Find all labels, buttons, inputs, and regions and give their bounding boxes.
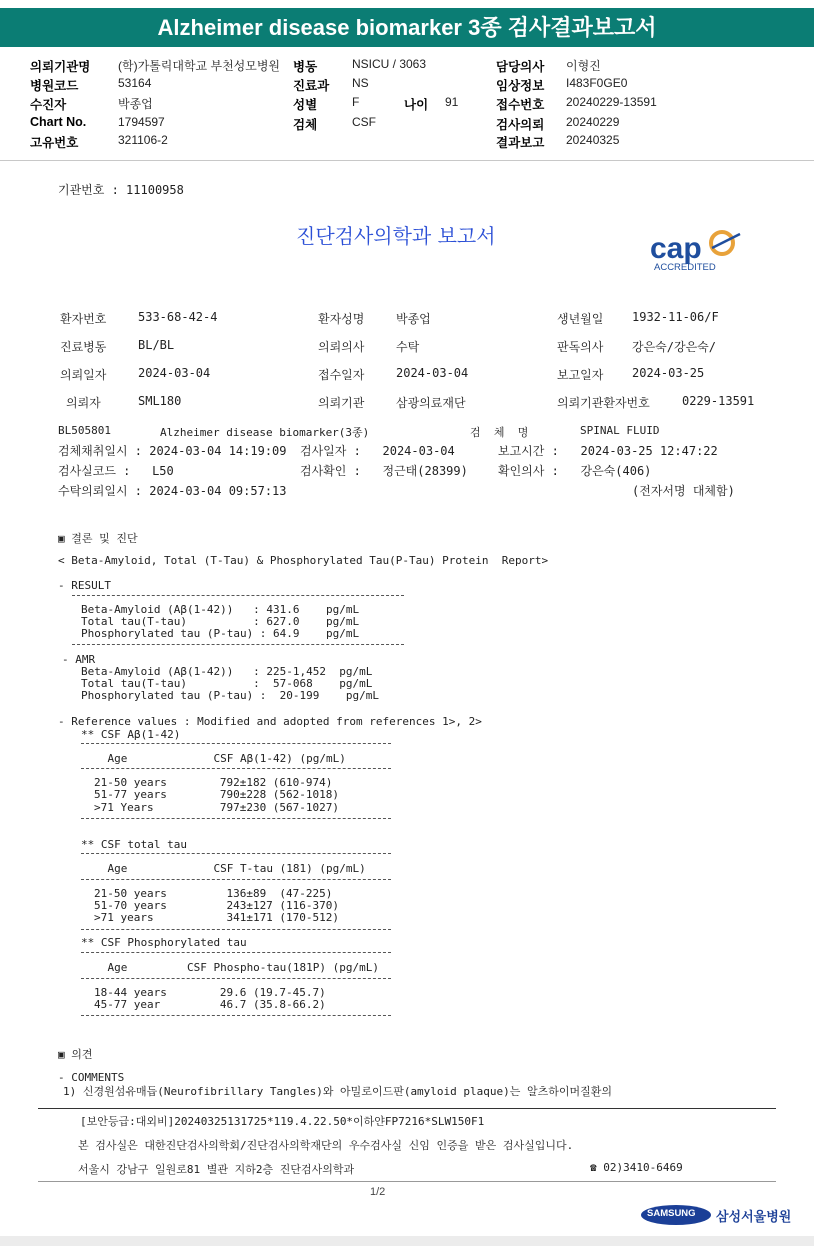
value-requester: SML180 [138,394,182,408]
value-department: NS [352,76,369,90]
label-patient-number: 환자번호 [60,312,107,326]
institution-number: 기관번호 : 11100958 [58,183,184,197]
comment-1: 1) 신경원섬유매듭(Neurofibrillary Tangles)와 아밀로이드판(amyloid plaque)는 알츠하이머질환의 [63,1085,613,1098]
amr-total-tau: Total tau(T-tau) : 57-068 pg/mL [81,677,373,690]
ref-abeta-title: ** CSF Aβ(1-42) [81,728,181,741]
ref-abeta-row: 21-50 years 792±182 (610-974) [94,776,333,789]
label-hospital-code: 병원코드 [30,79,79,93]
cap-logo-text: cap [650,232,702,265]
e-signature-note: (전자서명 대체함) [632,484,735,498]
report-time: 보고시간 : 2024-03-25 12:47:22 [498,444,718,458]
value-report-date: 2024-03-25 [632,366,705,380]
value-requesting-institution-2: 삼광의료재단 [396,396,466,410]
label-institution-patient-no: 의뢰기관환자번호 [557,396,650,410]
value-unique-no: 321106-2 [118,133,168,147]
ref-ptau-divider-3 [81,1015,391,1016]
ref-abeta-divider-3 [81,818,391,819]
label-chart-no: Chart No. [30,115,87,129]
label-attending-doctor: 담당의사 [496,60,545,74]
ref-ttau-row: 21-50 years 136±89 (47-225) [94,887,333,900]
value-receipt-date: 2024-03-04 [396,366,469,380]
ref-abeta-head: Age CSF Aβ(1-42) (pg/mL) [81,752,346,765]
value-requesting-institution: (학)가톨릭대학교 부천성모병원 [118,59,281,73]
value-chart-no: 1794597 [118,115,165,129]
value-birthdate: 1932-11-06/F [632,310,719,324]
contract-request-datetime: 수탁의뢰일시 : 2024-03-04 09:57:13 [58,484,287,498]
value-specimen: CSF [352,115,376,129]
label-department: 진료과 [293,79,330,93]
label-clinical-info: 임상정보 [496,79,545,93]
ref-abeta-row: 51-77 years 790±228 (562-1018) [94,788,340,801]
ref-abeta-row: >71 Years 797±230 (567-1027) [94,801,340,814]
value-receipt-no: 20240229-13591 [566,95,657,109]
ref-ttau-head: Age CSF T-tau (181) (pg/mL) [81,862,366,875]
security-line: [보안등급:대외비]20240325131725*119.4.22.50*이하얀FP7216*SLW150F1 [80,1115,485,1128]
footer-divider [38,1108,776,1109]
lab-address: 서울시 강남구 일원로81 별관 지하2층 진단검사의학과 [78,1163,355,1176]
ref-ttau-divider-3 [81,929,391,930]
label-test-request: 검사의뢰 [496,118,545,132]
result-beta-amyloid: Beta-Amyloid (Aβ(1-42)) : 431.6 pg/mL [81,603,360,616]
label-ward: 병동 [293,60,318,74]
footer-divider-2 [38,1181,776,1182]
cap-accredited-logo [648,228,758,276]
amr-beta-amyloid: Beta-Amyloid (Aβ(1-42)) : 225-1,452 pg/mL [81,665,373,678]
collection-datetime: 검체채취일시 : 2024-03-04 14:19:09 [58,444,287,458]
label-report-date: 보고일자 [557,368,604,382]
ref-ptau-row: 45-77 year 46.7 (35.8-66.2) [94,998,326,1011]
value-patient-name: 박종업 [396,312,431,326]
label-sex: 성별 [293,98,318,112]
amr-header: - AMR [62,653,96,666]
test-confirmer: 검사확인 : 정근태(28399) [300,464,468,478]
label-unique-no: 고유번호 [30,136,79,150]
lab-phone: ☎ 02)3410-6469 [590,1161,683,1174]
label-requesting-institution-2: 의뢰기관 [318,396,365,410]
result-total-tau: Total tau(T-tau) : 627.0 pg/mL [81,615,360,628]
label-patient: 수진자 [30,98,67,112]
value-patient-number: 533-68-42-4 [138,310,218,324]
value-institution-patient-no: 0229-13591 [682,394,755,408]
ref-ttau-row: >71 years 341±171 (170-512) [94,911,340,924]
value-requesting-doctor: 수탁 [396,340,420,354]
certification-note: 본 검사실은 대한진단검사의학회/진단검사의학재단의 우수검사실 신임 인증을 받은 검사실입니다. [78,1139,574,1152]
bottom-margin-bar [0,1236,814,1246]
label-request-date: 의뢰일자 [60,368,107,382]
reference-values-header: - Reference values : Modified and adopted from references 1>, 2> [58,715,482,728]
label-requester: 의뢰자 [66,396,101,410]
label-requesting-institution: 의뢰기관명 [30,60,91,74]
label-clinic-ward: 진료병동 [60,340,107,354]
ref-ttau-row: 51-70 years 243±127 (116-370) [94,899,340,912]
label-receipt-no: 접수번호 [496,98,545,112]
label-specimen: 검체 [293,118,318,132]
value-clinic-ward: BL/BL [138,338,175,352]
ref-ttau-divider-1 [81,853,391,854]
confirming-doctor: 확인의사 : 강은숙(406) [498,464,652,478]
report-subtitle: < Beta-Amyloid, Total (T-Tau) & Phosphorylated Tau(P-Tau) Protein Report> [58,554,549,567]
amr-phosphorylated-tau: Phosphorylated tau (P-tau) : 20-199 pg/mL [81,689,380,702]
report-title: 진단검사의학과 보고서 [296,224,496,248]
specimen-label: 검 체 명 [470,426,529,439]
label-result-report: 결과보고 [496,136,545,150]
samsung-wordmark: SAMSUNG [647,1208,696,1219]
value-sex: F [352,95,360,109]
ref-ttau-title: ** CSF total tau [81,838,187,851]
page-number: 1/2 [370,1186,386,1198]
header-divider [0,160,814,161]
label-patient-name: 환자성명 [318,312,365,326]
label-receipt-date: 접수일자 [318,368,365,382]
ref-abeta-divider-1 [81,743,391,744]
lab-code: 검사실코드 : L50 [58,464,174,478]
ref-ttau-divider-2 [81,879,391,880]
test-name: Alzheimer disease biomarker(3종) [160,426,370,439]
value-age: 91 [445,95,459,109]
label-birthdate: 생년월일 [557,312,604,326]
specimen-value: SPINAL FLUID [580,424,660,437]
hospital-name: 삼성서울병원 [716,1209,792,1224]
value-request-date: 2024-03-04 [138,366,211,380]
ref-ptau-divider-2 [81,978,391,979]
label-age: 나이 [404,98,429,112]
ref-ptau-row: 18-44 years 29.6 (19.7-45.7) [94,986,326,999]
label-requesting-doctor: 의뢰의사 [318,340,365,354]
value-attending-doctor: 이형진 [566,59,601,73]
value-reading-doctor: 강은숙/강은숙/ [632,340,717,354]
value-test-request: 20240229 [566,115,620,129]
value-ward: NSICU / 3063 [352,57,427,71]
test-code: BL505801 [58,424,111,437]
cap-accredited-text: ACCREDITED [654,262,716,273]
result-divider-top [72,595,404,596]
ref-ptau-head: Age CSF Phospho-tau(181P) (pg/mL) [81,961,380,974]
value-patient: 박종업 [118,97,153,111]
samsung-hospital-logo [640,1202,790,1228]
page-title: Alzheimer disease biomarker 3종 검사결과보고서 [157,15,657,40]
result-divider-bottom [72,644,404,645]
comments-header: - COMMENTS [58,1071,125,1084]
result-phosphorylated-tau: Phosphorylated tau (P-tau) : 64.9 pg/mL [81,627,360,640]
value-hospital-code: 53164 [118,76,152,90]
ref-ptau-divider-1 [81,952,391,953]
value-clinical-info: I483F0GE0 [566,76,628,90]
section-conclusion-diagnosis: ▣ 결론 및 진단 [58,532,138,545]
section-opinion: ▣ 의견 [58,1048,93,1061]
result-header: - RESULT [58,579,111,592]
test-date: 검사일자 : 2024-03-04 [300,444,455,458]
label-reading-doctor: 판독의사 [557,340,604,354]
value-result-report: 20240325 [566,133,620,147]
ref-ptau-title: ** CSF Phosphorylated tau [81,936,247,949]
ref-abeta-divider-2 [81,768,391,769]
